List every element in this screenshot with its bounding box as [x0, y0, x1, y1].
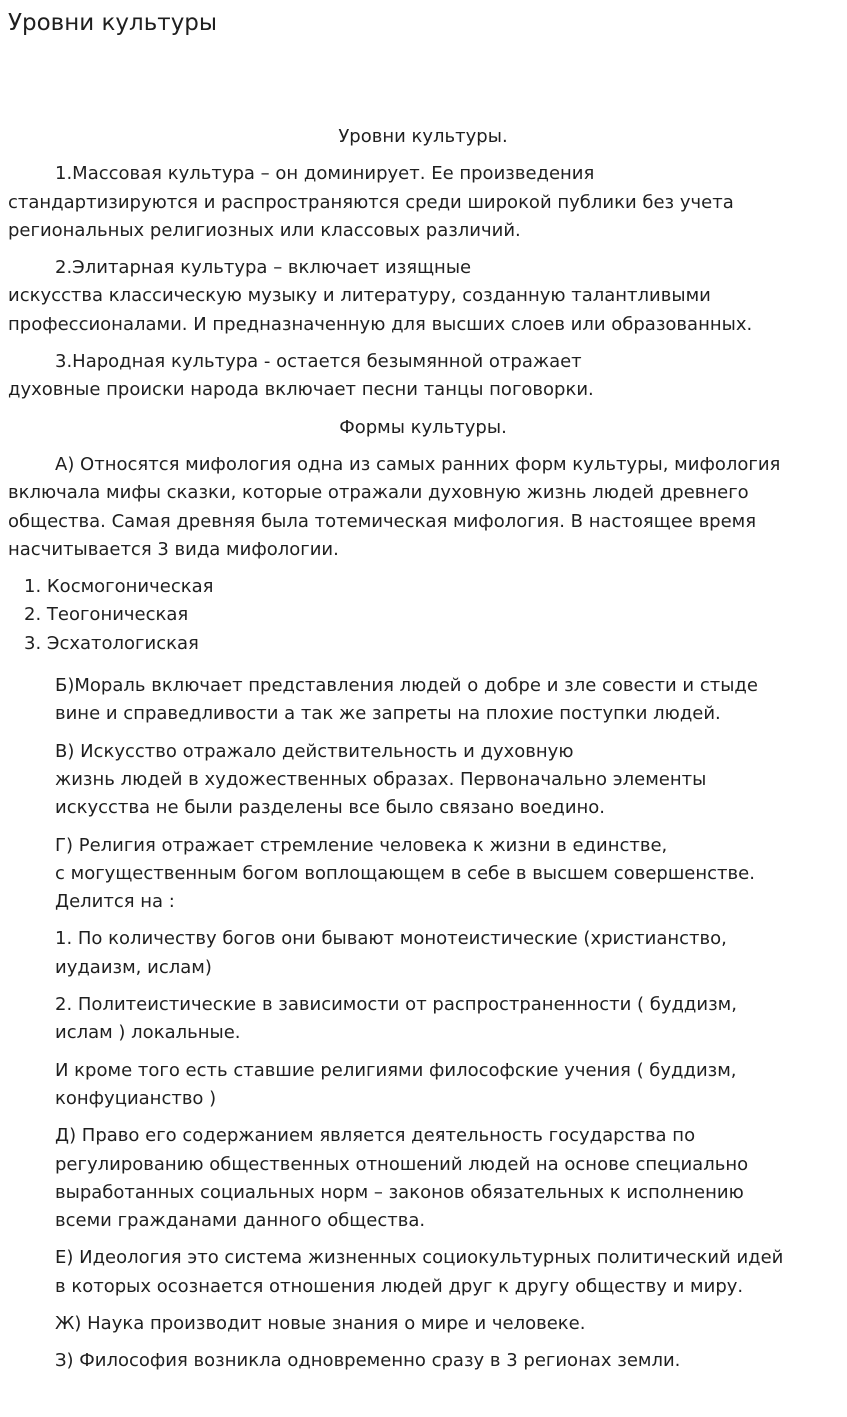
- text-line: насчитывается 3 вида мифологии.: [8, 538, 339, 560]
- paragraph-elite-culture: [8, 254, 838, 339]
- paragraph-polytheism: [8, 991, 838, 1048]
- text-line: духовные происки народа включает песни танцы поговорки.: [8, 379, 594, 401]
- text-line: И кроме того есть ставшие религиями философские учения ( буддизм,: [55, 1059, 737, 1081]
- list-item: 3. Эсхатологиская: [24, 632, 199, 654]
- text-line: стандартизируются и распространяются среди широкой публики без учета: [8, 191, 734, 213]
- levels-heading: Уровни культуры.: [338, 126, 508, 147]
- paragraph-morality: [8, 672, 838, 729]
- list-item: 2. Теогоническая: [24, 604, 189, 626]
- paragraph-folk-culture: [8, 348, 838, 405]
- text-line: Д) Право его содержанием является деятельность государства по: [55, 1125, 696, 1147]
- paragraph-art: [8, 738, 838, 823]
- text-line: А) Относятся мифология одна из самых ранних форм культуры, мифология: [55, 453, 781, 475]
- text-line: Г) Религия отражает стремление человека к жизни в единстве,: [55, 834, 668, 856]
- text-line: профессионалами. И предназначенную для высших слоев или образованных.: [8, 313, 753, 335]
- paragraph-mass-culture: [8, 160, 838, 245]
- text-line: 1. По количеству богов они бывают монотеистические (христианство,: [55, 928, 727, 950]
- text-line: всеми гражданами данного общества.: [55, 1210, 426, 1232]
- list-item: 1. Космогоническая: [24, 576, 214, 598]
- text-line: Б)Мораль включает представления людей о добре и зле совести и стыде: [55, 675, 758, 697]
- text-line: региональных религиозных или классовых различий.: [8, 219, 521, 241]
- text-line: жизнь людей в художественных образах. Первоначально элементы: [55, 768, 707, 790]
- paragraph-religion: [8, 832, 838, 917]
- text-line: искусства не были разделены все было связано воедино.: [55, 797, 606, 819]
- paragraph-law: [8, 1122, 838, 1235]
- text-line: вине и справедливости а так же запреты на плохие поступки людей.: [55, 703, 721, 725]
- text-line: искусства классическую музыку и литературу, созданную талантливыми: [8, 285, 711, 307]
- text-line: В) Искусство отражало действительность и духовную: [55, 740, 574, 762]
- paragraph-philosophical-teachings: [8, 1057, 838, 1114]
- text-line: включала мифы сказки, которые отражали духовную жизнь людей древнего: [8, 482, 749, 504]
- paragraph-monotheism: [8, 925, 838, 982]
- text-line: в которых осознается отношения людей друг к другу обществу и миру.: [55, 1275, 744, 1297]
- text-line: с могущественным богом воплощающем в себе в высшем совершенстве.: [55, 862, 755, 884]
- text-line: регулированию общественных отношений людей на основе специально: [55, 1153, 749, 1175]
- page-title: Уровни культуры: [8, 10, 218, 36]
- paragraph-philosophy: [8, 1347, 838, 1375]
- forms-heading: Формы культуры.: [339, 416, 507, 438]
- document-body: [8, 123, 838, 1385]
- text-line: выработанных социальных норм – законов обязательных к исполнению: [55, 1181, 744, 1203]
- text-line: Ж) Наука производит новые знания о мире и человеке.: [55, 1312, 586, 1334]
- text-line: 2. Политеистические в зависимости от распространенности ( буддизм,: [55, 994, 737, 1016]
- text-line: общества. Самая древняя была тотемическая мифология. В настоящее время: [8, 510, 757, 532]
- text-line: 3.Народная культура - остается безымянной отражает: [55, 351, 582, 373]
- text-line: иудаизм, ислам): [55, 956, 212, 978]
- text-line: З) Философия возникла одновременно сразу в 3 регионах земли.: [55, 1350, 681, 1372]
- text-line: Делится на :: [55, 891, 175, 913]
- paragraph-mythology: [8, 451, 838, 564]
- text-line: 2.Элитарная культура – включает изящные: [55, 257, 472, 279]
- paragraph-ideology: [8, 1244, 838, 1301]
- paragraph-science: [8, 1310, 838, 1338]
- mythology-types-list: [8, 573, 838, 658]
- text-line: 1.Массовая культура – он доминирует. Ее произведения: [55, 163, 595, 185]
- text-line: ислам ) локальные.: [55, 1022, 241, 1044]
- text-line: Е) Идеология это система жизненных социокультурных политический идей: [55, 1247, 784, 1269]
- text-line: конфуцианство ): [55, 1087, 217, 1109]
